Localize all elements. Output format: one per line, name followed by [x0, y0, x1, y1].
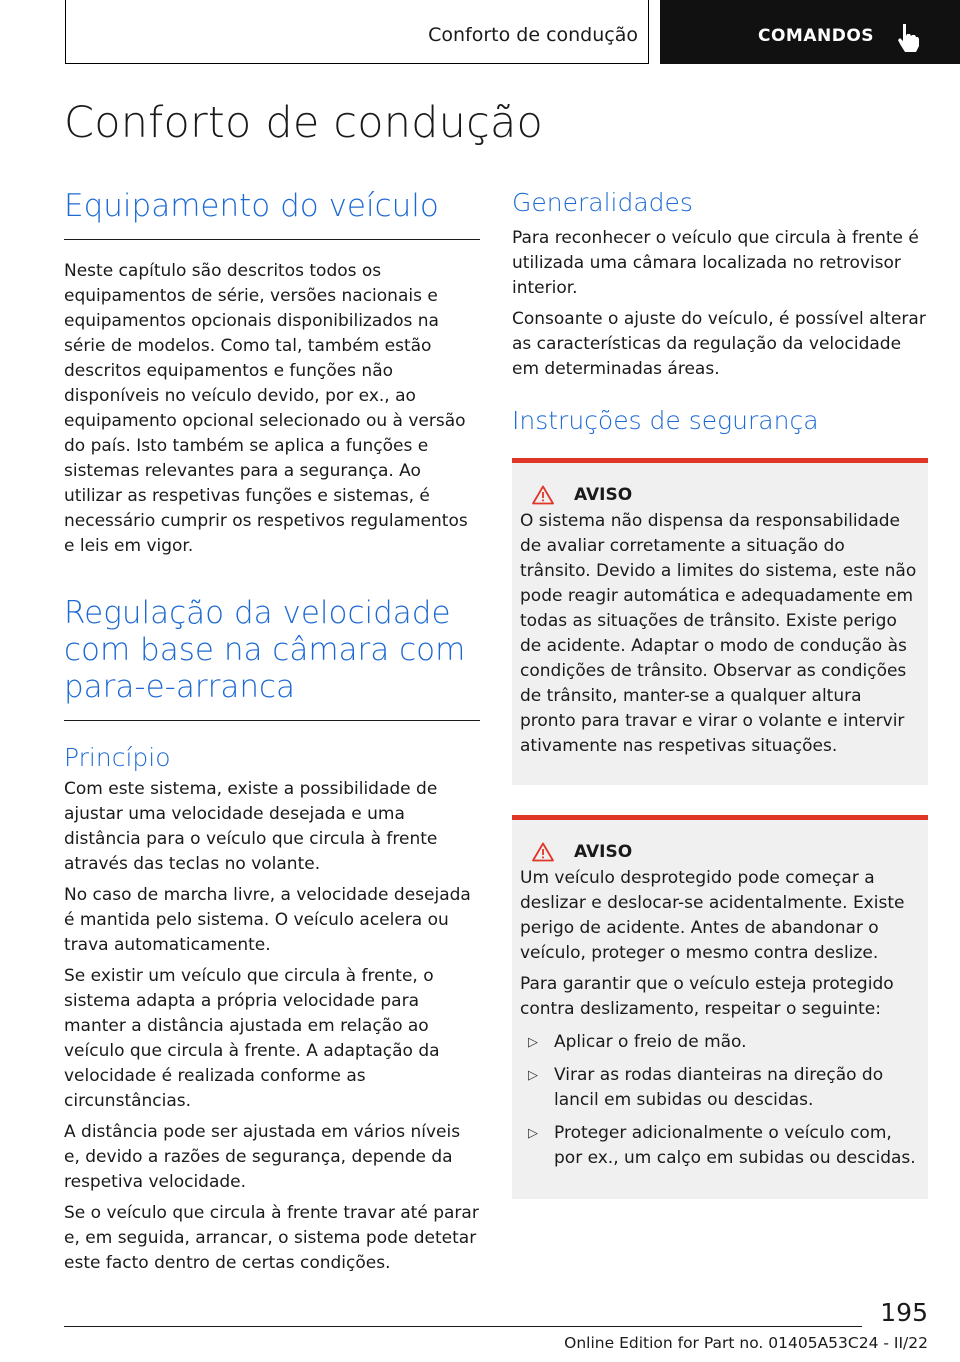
left-column: [64, 188, 480, 1276]
warning-box-1: [512, 458, 928, 785]
header-section-title: Conforto de condução: [428, 24, 638, 46]
warning-triangle-icon: [532, 842, 554, 862]
chapter-tab-label: COMANDOS: [758, 26, 875, 46]
list-item: ▷ Virar as rodas dianteiras na direção do lancil em subidas ou descidas.: [520, 1063, 920, 1113]
header-divider-mid: [648, 0, 649, 64]
warning-title: AVISO: [574, 842, 633, 862]
list-item: ▷ Aplicar o freio de mão.: [520, 1030, 920, 1055]
heading-speed-regulation: Regulação da velocidade com base na câmara com para-e-arranca: [64, 595, 466, 705]
footer-rule: [64, 1326, 862, 1327]
paragraph-principle-4: A distância pode ser ajustada em vários níveis e, devido a razões de segurança, depende da respetiva velocidade.: [64, 1122, 461, 1192]
paragraph-principle-2: No caso de marcha livre, a velocidade desejada é mantida pelo sistema. O veículo acelera ou trava automaticamente.: [64, 885, 471, 955]
right-column: [512, 188, 928, 1199]
warning-title: AVISO: [574, 485, 633, 505]
warning-box-2: [512, 815, 928, 1199]
heading-rule: [64, 239, 480, 240]
list-item: ▷ Proteger adicionalmente o veículo com, por ex., um calço em subidas ou descidas.: [520, 1121, 920, 1171]
warning-text-2: Para garantir que o veículo esteja protegido contra deslizamento, respeitar o seguinte:: [520, 974, 894, 1019]
header-divider-bottom: [65, 63, 649, 64]
triangle-bullet-icon: ▷: [528, 1035, 538, 1050]
warning-header: [532, 842, 920, 862]
warning-list: [520, 1030, 920, 1171]
heading-rule: [64, 720, 480, 721]
hand-pointer-icon: [894, 22, 924, 54]
paragraph-principle-3: Se existir um veículo que circula à frente, o sistema adapta a própria velocidade para manter a distância ajustada em relação ao veículo que circula à frente. A adaptação da velocidade é realizada conforme as circunstâncias.: [64, 966, 440, 1111]
triangle-bullet-icon: ▷: [528, 1126, 538, 1141]
warning-text: O sistema não dispensa da responsabilidade de avaliar corretamente a situação do trânsito. Devido a limites do sistema, este não pode reagir automática e adequadamente em todas as situações de trânsito. Existe perigo de acidente. Adaptar o modo de condução às condições de trânsito. Observar as condições de trânsito, manter-se a qualquer altura pronto para travar e virar o volante e intervir ativamente nas respetivas situações.: [520, 511, 917, 756]
paragraph-general-2: Consoante o ajuste do veículo, é possível alterar as características da regulação da velocidade em determinadas áreas.: [512, 309, 926, 379]
paragraph-principle-5: Se o veículo que circula à frente travar até parar e, em seguida, arrancar, o sistema pode detetar este facto dentro de certas condições.: [64, 1203, 479, 1273]
warning-header: [532, 485, 920, 505]
heading-principle: Princípio: [64, 743, 171, 772]
page-title: Conforto de condução: [64, 98, 544, 148]
triangle-bullet-icon: ▷: [528, 1068, 538, 1083]
paragraph-equipment: Neste capítulo são descritos todos os equipamentos de série, versões nacionais e equipamentos opcionais disponibilizados na série de modelos. Como tal, também estão descritos equipamentos e funções não disponíveis no veículo devido, por ex., ao equipamento opcional selecionado ou à versão do país. Isto também se aplica a funções e sistemas relevantes para a segurança. Ao utilizar as respetivas funções e sistemas, é necessário cumprir os respetivos regulamentos e leis em vigor.: [64, 261, 468, 556]
page-number: 195: [880, 1298, 928, 1327]
paragraph-general-1: Para reconhecer o veículo que circula à frente é utilizada uma câmara localizada no retrovisor interior.: [512, 228, 919, 298]
paragraph-principle-1: Com este sistema, existe a possibilidade de ajustar uma velocidade desejada e uma distância para o veículo que circula à frente através das teclas no volante.: [64, 779, 438, 874]
header-chapter-tab[interactable]: [660, 0, 960, 64]
footer-edition: Online Edition for Part no. 01405A53C24 - II/22: [564, 1334, 928, 1352]
heading-safety-instructions: Instruções de segurança: [512, 406, 819, 435]
warning-text-1: Um veículo desprotegido pode começar a deslizar e deslocar-se acidentalmente. Existe perigo de acidente. Antes de abandonar o veículo, proteger o mesmo contra deslize.: [520, 868, 905, 963]
heading-general: Generalidades: [512, 188, 693, 217]
warning-triangle-icon: [532, 485, 554, 505]
heading-vehicle-equipment: Equipamento do veículo: [64, 188, 439, 224]
